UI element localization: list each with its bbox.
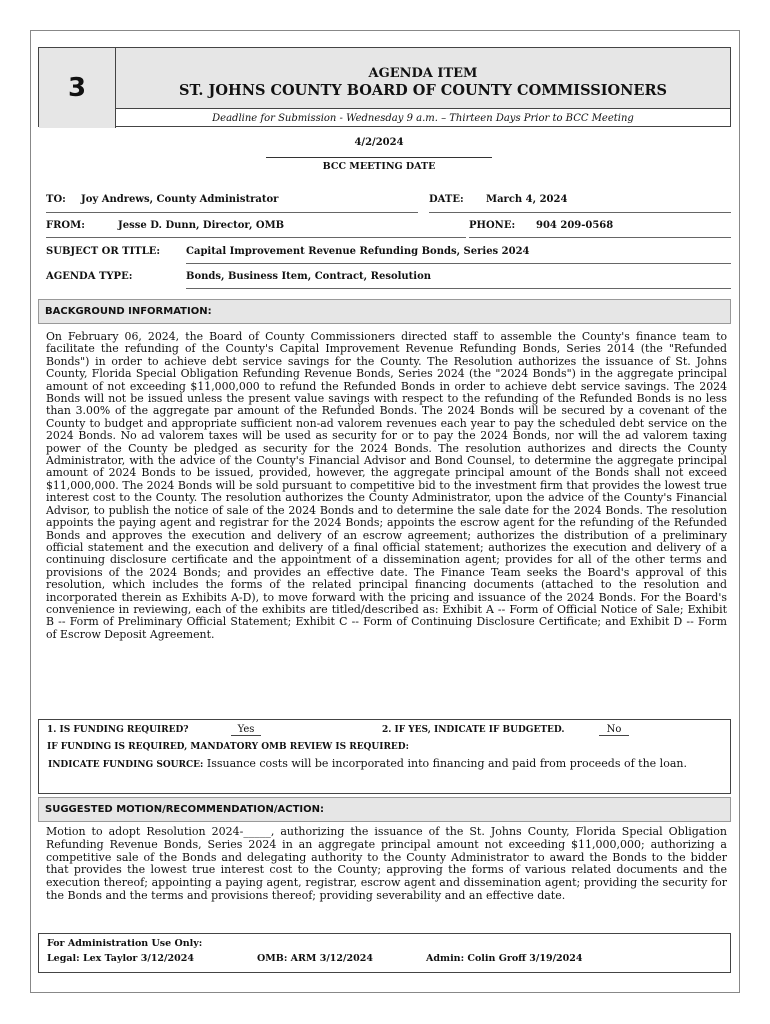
agenda-item-form (30, 30, 740, 993)
motion-text: Motion to adopt Resolution 2024-_____, authorizing the issuance of the St. Johns County, Florida Special Obligation Refunding Revenue Bonds, Series 2024 in an aggregate principal amount not exceeding $11,000,000; authorizing a competitive sale of the Bonds and delegating authority to the County Administrator to award the Bonds to the bidder that provides the lowest true interest cost to the County; approving the forms of various related documents and the execution thereof; appointing a paying agent, registrar, escrow agent and dissemination agent; providing the security for the Bonds and the terms and provisions thereof; providing severability and an effective date. (46, 825, 727, 902)
agenda-type-label: AGENDA TYPE: (46, 271, 133, 282)
meeting-date: 4/2/2024 (354, 137, 404, 148)
background-text: On February 06, 2024, the Board of County Commissioners directed staff to assemble the County's finance team to facilitate the refunding of the County's Capital Improvement Revenue Refunding Bonds, Series 2014 (the "Refunded Bonds") in order to achieve debt service savings for the County. The Resolution authorizes the issuance of St. Johns County, Florida Special Obligation Refunding Revenue Bonds, Series 2024 (the "2024 Bonds") in the aggregate principal amount of not exceeding $11,000,000 to refund the Refunded Bonds in order to achieve debt service savings. The 2024 Bonds will not be issued unless the present value savings with respect to the refunding of the Refunded Bonds is no less than 3.00% of the aggregate par amount of the Refunded Bonds. The 2024 Bonds will be secured by a covenant of the County to budget and appropriate sufficient non-ad valorem revenues each year to pay the scheduled debt service on the 2024 Bonds. No ad valorem taxes will be used as security for or to pay the 2024 Bonds, nor will the ad valorem taxing power of the County be pledged as security for the 2024 Bonds. The resolution authorizes and directs the County Administrator, with the advice of the County's Financial Advisor and Bond Counsel, to determine the aggregate principal amount of 2024 Bonds to be issued, provided, however, the aggregate principal amount of the Bonds shall not exceed $11,000,000. The 2024 Bonds will be sold pursuant to competitive bid to the investment firm that provides the lowest true interest cost to the County. The resolution authorizes the County Administrator, upon the advice of the County's Financial Advisor, to publish the notice of sale of the 2024 Bonds and to determine the sale date for the 2024 Bonds. The resolution appoints the paying agent and registrar for the 2024 Bonds; appoints the escrow agent for the refunding of the Refunded Bonds and approves the execution and delivery of an escrow agreement; authorizes the distribution of a preliminary official statement and the execution and delivery of a final official statement; authorizes the execution and delivery of a continuing disclosure certificate and the appointment of a dissemination agent; provides for all of the other terms and provisions of the 2024 Bonds; and provides an effective date. The Finance Team seeks the Board's approval of this resolution, which includes the forms of the related principal financing documents (attached to the resolution and incorporated therein as Exhibits A-D), to move forward with the pricing and issuance of the 2024 Bonds. For the Board's convenience in reviewing, each of the exhibits are titled/described as: Exhibit A -- Form of Official Notice of Sale; Exhibit B -- Form of Preliminary Official Statement; Exhibit C -- Form of Continuing Disclosure Certificate; and Exhibit D -- Form of Escrow Deposit Agreement. (46, 330, 727, 641)
phone-underline (469, 237, 731, 238)
phone-label: PHONE: (469, 220, 516, 231)
subject-underline (186, 263, 731, 264)
meeting-date-line (266, 157, 492, 158)
title-line2: ST. JOHNS COUNTY BOARD OF COUNTY COMMISSIONERS (179, 82, 667, 99)
to-label: TO: (46, 194, 66, 205)
phone-value: 904 209-0568 (536, 220, 614, 231)
funding-budgeted-label: 2. IF YES, INDICATE IF BUDGETED. (382, 725, 565, 735)
to-underline (46, 212, 418, 213)
date-label: DATE: (429, 194, 464, 205)
funding-source-label: INDICATE FUNDING SOURCE: (48, 760, 204, 770)
from-underline (46, 237, 466, 238)
from-value: Jesse D. Dunn, Director, OMB (118, 220, 285, 231)
subject-label: SUBJECT OR TITLE: (46, 246, 161, 257)
background-heading: BACKGROUND INFORMATION: (38, 299, 731, 324)
funding-required-value: Yes (227, 724, 261, 736)
admin-signoff: Admin: Colin Groff 3/19/2024 (426, 953, 583, 964)
admin-box (38, 933, 731, 973)
agenda-type-underline (186, 288, 731, 289)
date-underline (429, 212, 731, 213)
date-value: March 4, 2024 (486, 194, 568, 205)
motion-heading: SUGGESTED MOTION/RECOMMENDATION/ACTION: (38, 797, 731, 822)
admin-heading: For Administration Use Only: (47, 938, 203, 949)
funding-source-value: Issuance costs will be incorporated into financing and paid from proceeds of the loan. (206, 757, 687, 770)
admin-omb: OMB: ARM 3/12/2024 (257, 953, 373, 964)
admin-legal: Legal: Lex Taylor 3/12/2024 (47, 953, 194, 964)
to-value: Joy Andrews, County Administrator (81, 194, 279, 205)
meeting-date-label: BCC MEETING DATE (322, 161, 436, 172)
funding-source (48, 757, 724, 772)
from-label: FROM: (46, 220, 85, 231)
funding-box (38, 719, 731, 794)
deadline-note: Deadline for Submission - Wednesday 9 a.m. – Thirteen Days Prior to BCC Meeting (212, 113, 634, 124)
funding-budgeted-value: No (595, 724, 629, 736)
header-box (38, 47, 731, 127)
subject-value: Capital Improvement Revenue Refunding Bonds, Series 2024 (186, 246, 530, 257)
title-line1: AGENDA ITEM (368, 66, 478, 81)
header-title (116, 48, 730, 109)
agenda-type-value: Bonds, Business Item, Contract, Resolution (186, 271, 432, 282)
omb-review-note: IF FUNDING IS REQUIRED, MANDATORY OMB REVIEW IS REQUIRED: (47, 742, 409, 752)
funding-required-label: 1. IS FUNDING REQUIRED? (47, 725, 189, 735)
item-number: 3 (39, 48, 116, 128)
